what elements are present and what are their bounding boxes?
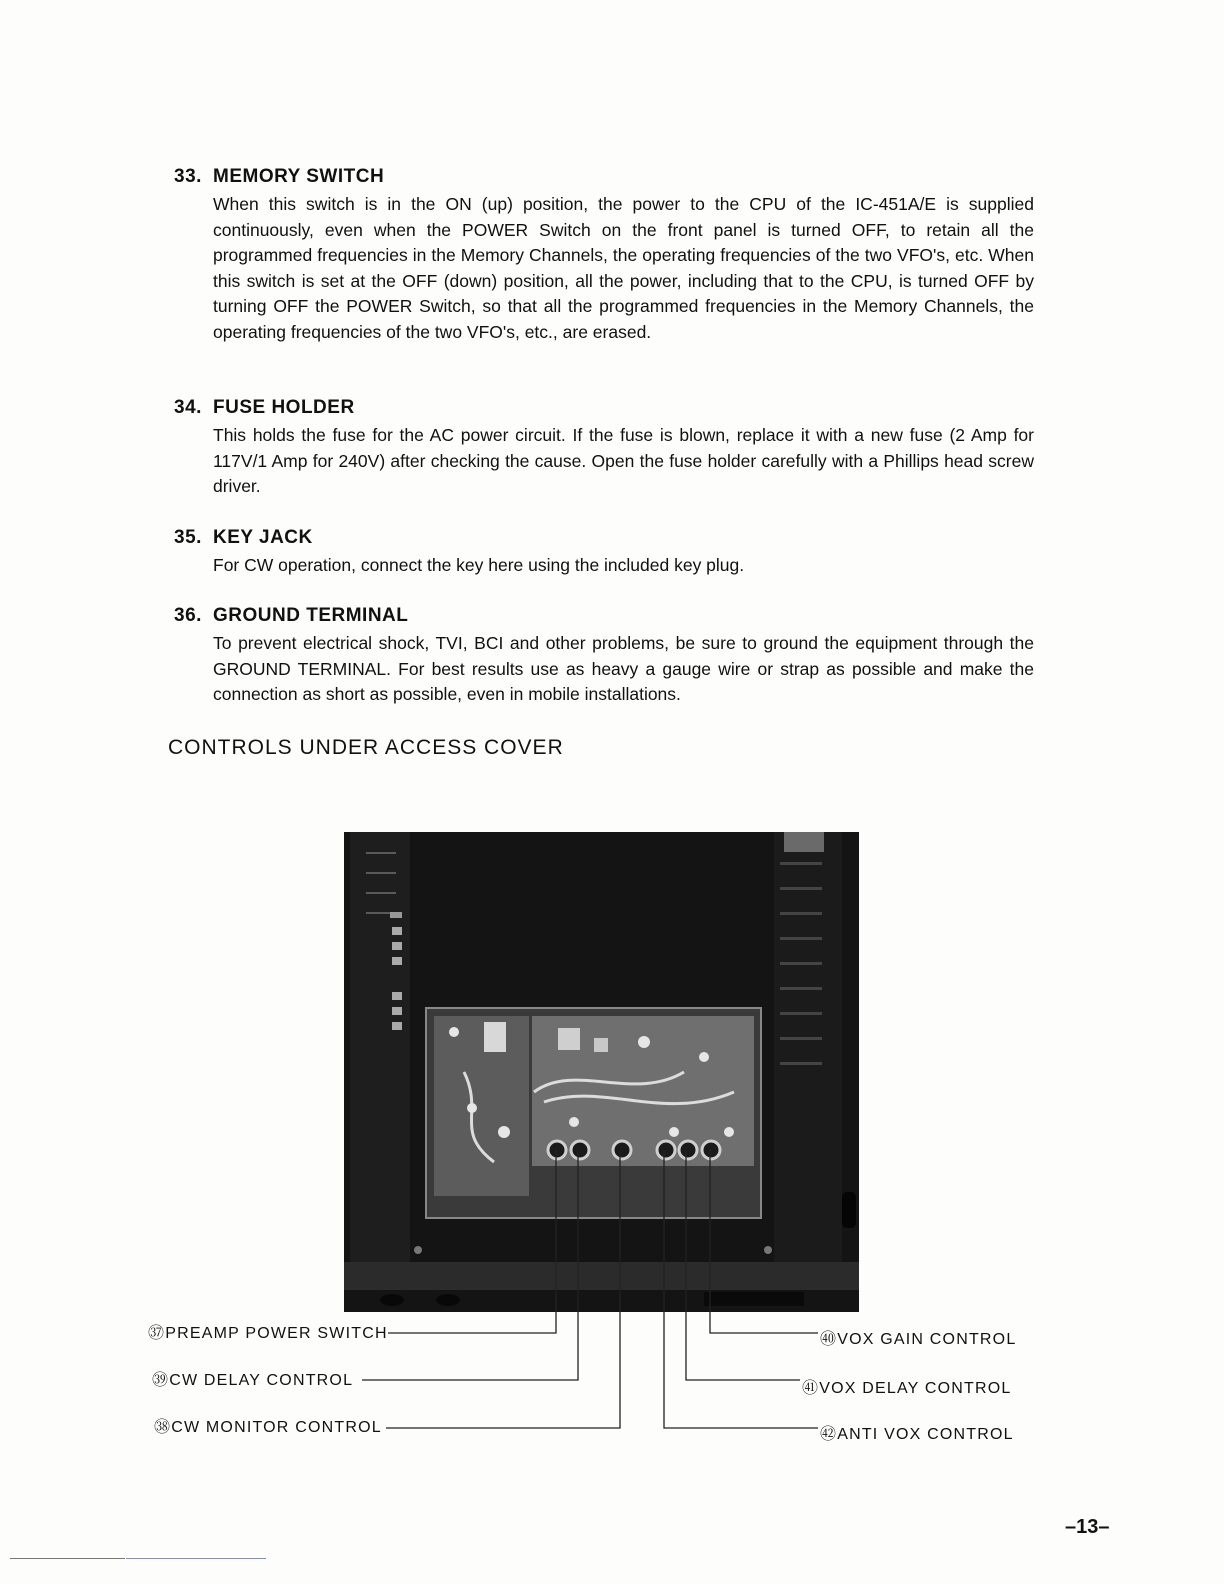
controls-heading: CONTROLS UNDER ACCESS COVER — [168, 736, 564, 759]
section-number: 35. — [174, 527, 202, 548]
section-title: FUSE HOLDER — [213, 397, 355, 418]
section-body: To prevent electrical shock, TVI, BCI and other problems, be sure to ground the equipment through the GROUND TERMINAL. For best results use as heavy a gauge wire or strap as possible and make the connection as short as possible, even in mobile installations. — [213, 633, 1034, 704]
label-cw-delay-control: ㊴CW DELAY CONTROL — [152, 1372, 354, 1389]
page-number: –13– — [1065, 1516, 1110, 1538]
footer-rule — [10, 1558, 125, 1559]
section-title: KEY JACK — [213, 527, 313, 548]
footer-rule-blue — [126, 1558, 266, 1559]
label-anti-vox-control: ㊷ANTI VOX CONTROL — [820, 1426, 1014, 1443]
section-title: MEMORY SWITCH — [213, 166, 385, 187]
section-number: 36. — [174, 605, 202, 626]
label-vox-gain-control: ㊵VOX GAIN CONTROL — [820, 1331, 1017, 1348]
section-number: 33. — [174, 166, 202, 187]
section-body: This holds the fuse for the AC power circuit. If the fuse is blown, replace it with a new fuse (2 Amp for 117V/1 Amp for 240V) after checking the cause. Open the fuse holder carefully with a Phillips head screw driver. — [213, 425, 1034, 496]
section-body: For CW operation, connect the key here using the included key plug. — [213, 555, 745, 575]
label-preamp-power-switch: ㊲PREAMP POWER SWITCH — [148, 1325, 388, 1342]
section-body: When this switch is in the ON (up) position, the power to the CPU of the IC-451A/E is supplied continuously, even when the POWER Switch on the front panel is turned OFF, to retain all the programmed frequencies in the Memory Channels, the operating frequencies of the two VFO's, etc. When this switch is set at the OFF (down) position, all the power, including that to the CPU, is turned OFF by turning OFF the POWER Switch, so that all the programmed frequencies in the Memory Channels, the operating frequencies of the two VFO's, etc., are erased. — [213, 194, 1034, 342]
label-cw-monitor-control: ㊳CW MONITOR CONTROL — [154, 1419, 382, 1436]
label-vox-delay-control: ㊶VOX DELAY CONTROL — [802, 1380, 1012, 1397]
section-number: 34. — [174, 397, 202, 418]
section-title: GROUND TERMINAL — [213, 605, 409, 626]
